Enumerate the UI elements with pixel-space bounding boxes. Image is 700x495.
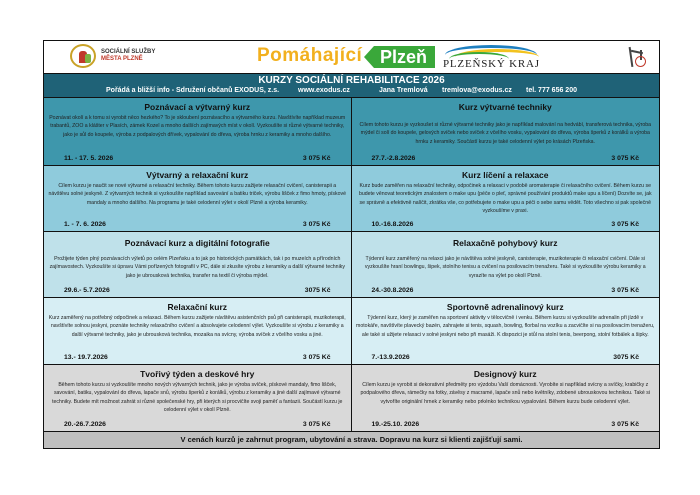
course-grid xyxy=(44,98,659,432)
course-name: Kurz líčení a relaxace xyxy=(462,170,549,180)
course-dates: 1. - 7. 6. 2026 xyxy=(64,221,106,228)
course-price: 3 075 Kč xyxy=(302,155,331,162)
course-description: Během tohoto kurzu si vyzkoušíte mnoho nových výtvarných technik, jako je výroba svíček, pískové mandaly, fimo lišček, savování, batiku, vypalování do dřeva, lapače snů, výrobu šperků z korálků, výrobu z keramiky a jiné další zajímavé výtvarné techniky. Budete mít možnost zahrát si různé společenské hry, při kterých si procvičíte svoji paměť a fantazii. Součástí kurzu je celodenní výlet v okolí Plzně. xyxy=(52,382,343,413)
course-card xyxy=(352,298,660,365)
course-card xyxy=(352,98,660,166)
course-description: Cílem kurzu je naučit se nové výtvarné a relaxační techniky. Během tohoto kurzu zažijete relaxační cvičení, canisterapii a návštěvu solné jeskyně. Z výtvarných technik si vyzkoušíte například savování a batiku triček, výrobu lišček z fimo hmoty, pískové mandaly a mnoho dalšího. Na programu je také celodenní výlet v okolí Plzně a výroba keramiky. xyxy=(48,183,346,206)
course-description: Cílem kurzu je vyrobit si dekorativní předměty pro výzdobu Vaší domácnosti. Vyrobíte si například svícny a svíčky, krabičky z podpalového dřeva, rámečky na fotky, závěsy z macramé, lapače snů nebo květníky, zdobené ubrouskovou technikou. Také si vytvoříte originální hrnek z keramiky nebo prkénko technikou vypalování. Během kurzu bude celodenní výlet. xyxy=(360,382,650,405)
title-bar xyxy=(44,74,659,98)
course-description: Kurz bude zaměřen na relaxační techniky, odpočinek a relaxaci v podobě aromaterapie či relaxačního cvičení. Během kurzu se budete věnovat teoretickým znalostem o make upu (péče o pleť, správné používání produktů make upu a líčení) Dozvíte se, jak se správně a efektivně nalíčit, zkrátka vše, co potřebujete o make upu a péči o sebe samu vědět. Toto všechno si pak společně vyzkoušíme v praxi. xyxy=(358,183,652,214)
course-price: 3075 Kč xyxy=(613,354,639,361)
course-description: Týdenní kurz, který je zaměřen na sportovní aktivity v tělocvičně i venku. Během kurzu si vyzkoušíte adrenalin při jízdě v motokáře, navštívíte plavecký bazén, zahrajete si tenis, squash, bowling, florbal na vozíku a zacvičíte si na posilovacím trenažeru, ale také si užijete relaxaci v solné jeskyni nebo při masáži. K dispozici je stůl na stolní tenis, beerpong, stolní fotbálek a šipky. xyxy=(356,315,655,338)
course-name: Poznávací kurz a digitální fotografie xyxy=(124,238,270,248)
plzen-logo: Plzeň xyxy=(374,46,435,68)
contact-person: Jana Tremlová xyxy=(379,87,428,94)
course-description: Kurz zaměřený na potřebný odpočinek a relaxaci. Během kurzu zažijete návštěvu asistenčních psů při canisterapii, muzikoterapii, navštívíte solnou jeskyni, poznáte techniky relaxačního cvičení a absolvujete celodenní výlet. Vyzkoušíte si výrobu z keramiky a další výtvarné techniky, jako je ubrousková technika, mozaika na svícny, výroba svíček z včelího vosku a jiné. xyxy=(48,315,346,338)
course-name: Relaxačně pohybový kurz xyxy=(453,238,558,248)
course-description: Prožijete týden plný poznávacích výletů po celém Plzeňsku a to jak po historických památkách, tak i po muzeích a přírodních zajímavostech. Vyzkoušíte si úpravu Vámi pořízených fotografií v PC, dále si zkusíte výrobu z keramiky a další výtvarné techniky jako je ubrousková technika, transfer na textil či výroba mýdel. xyxy=(49,256,345,279)
website-link[interactable]: www.exodus.cz xyxy=(298,87,350,94)
course-name: Poznávací a výtvarný kurz xyxy=(144,102,251,112)
course-card xyxy=(352,365,660,432)
course-dates: 20.-26.7.2026 xyxy=(64,421,106,428)
logo-row xyxy=(44,41,659,74)
course-price: 3 075 Kč xyxy=(302,421,331,428)
course-name: Tvořivý týden a deskové hry xyxy=(140,369,255,379)
social-services-logo xyxy=(70,44,155,68)
footer-note: V cenách kurzů je zahrnut program, ubytování a strava. Dopravu na kurz si klienti zajišťují sami. xyxy=(44,432,659,448)
course-name: Sportovně adrenalinový kurz xyxy=(446,302,564,312)
course-sheet xyxy=(43,40,660,449)
course-price: 3 075 Kč xyxy=(302,354,331,361)
course-card xyxy=(352,232,660,298)
course-name: Designový kurz xyxy=(473,369,537,379)
social-services-line1: SOCIÁLNÍ SLUŽBY xyxy=(101,49,156,55)
course-dates: 13.- 19.7.2026 xyxy=(64,354,108,361)
course-dates: 29.6.- 5.7.2026 xyxy=(64,287,110,294)
phone: tel. 777 656 200 xyxy=(526,87,577,94)
course-dates: 19.-25.10. 2026 xyxy=(371,421,420,428)
course-card xyxy=(44,298,352,365)
course-price: 3 075 Kč xyxy=(611,421,639,428)
course-card xyxy=(44,365,352,432)
course-dates: 7.-13.9.2026 xyxy=(371,354,410,361)
plzen-arrow-icon xyxy=(364,46,374,68)
pomahajici-logo: Pomáhající xyxy=(257,45,363,66)
course-dates: 10.-16.8.2026 xyxy=(371,221,414,228)
course-name: Výtvarný a relaxační kurz xyxy=(146,170,249,180)
email-link[interactable]: tremlova@exodus.cz xyxy=(442,87,512,94)
course-price: 3 075 Kč xyxy=(302,221,331,228)
plzensky-kraj-logo xyxy=(437,43,547,71)
course-dates: 24.-30.8.2026 xyxy=(371,287,414,294)
course-price: 3 075 Kč xyxy=(611,221,639,228)
course-description: Cílem tohoto kurzu je vyzkoušet si různé výtvarné techniky jako je například malování na hedvábí, transferová technika, výroba mýdel či solí do koupele, gelových svíček nebo svíček z včelího vosku, vypalování do dřeva, výroba šperků z korálků a výroba hrnku z keramiky. Součástí kurzu je také celodenní výlet po krásách Plzeňska. xyxy=(359,122,651,145)
course-price: 3075 Kč xyxy=(304,287,331,294)
course-price: 3 075 Kč xyxy=(611,287,639,294)
course-price: 3 075 Kč xyxy=(611,155,639,162)
kraj-text: PLZEŇSKÝ KRAJ xyxy=(443,58,540,70)
exodus-logo-icon xyxy=(627,45,649,69)
course-description: Týdenní kurz zaměřený na relaxci jako je návštěva solné jeskyně, canisterapie, muzikoterapie či relaxační cvičení. Dále si vyzkoušíte hraní bowlingu, šipek, stolního tenisu a cvičení na posilovacím trenažeru. Také si vyzkoušíte výrobu keramiky a vyrazíte na výlet po okolí Plzně. xyxy=(364,256,646,279)
course-card xyxy=(352,166,660,232)
social-services-line2: MĚSTA PLZNĚ xyxy=(101,56,143,62)
course-card xyxy=(44,98,352,166)
organizer: Pořádá a bližší info - Sdružení občanů EXODUS, z.s. xyxy=(106,87,280,94)
course-dates: 11. - 17. 5. 2026 xyxy=(64,155,114,162)
page-title: KURZY SOCIÁLNÍ REHABILITACE 2026 xyxy=(258,75,445,86)
course-name: Relaxační kurz xyxy=(167,302,228,312)
course-dates: 27.7.-2.8.2026 xyxy=(371,155,416,162)
course-name: Kurz výtvarné techniky xyxy=(458,102,552,112)
church-emblem-icon xyxy=(70,44,96,68)
course-card xyxy=(44,166,352,232)
course-card xyxy=(44,232,352,298)
course-description: Poznávat okolí a k tomu si vyrobit něco hezkého? To je skloubení poznávacího a výtvarného kurzu. Navštívíte například muzeum trabantů, ZOO a klášter v Plasích, zámek Kozel a mnoho dalších zajímavých míst v okolí. Vyzkoušíte si různé výtvarné techniky, jako je sůl do koupele, výroba z podpalových dřívek, vypalování do dřeva, výroba hrnku z keramiky a mnoho dalšího. xyxy=(49,115,346,138)
